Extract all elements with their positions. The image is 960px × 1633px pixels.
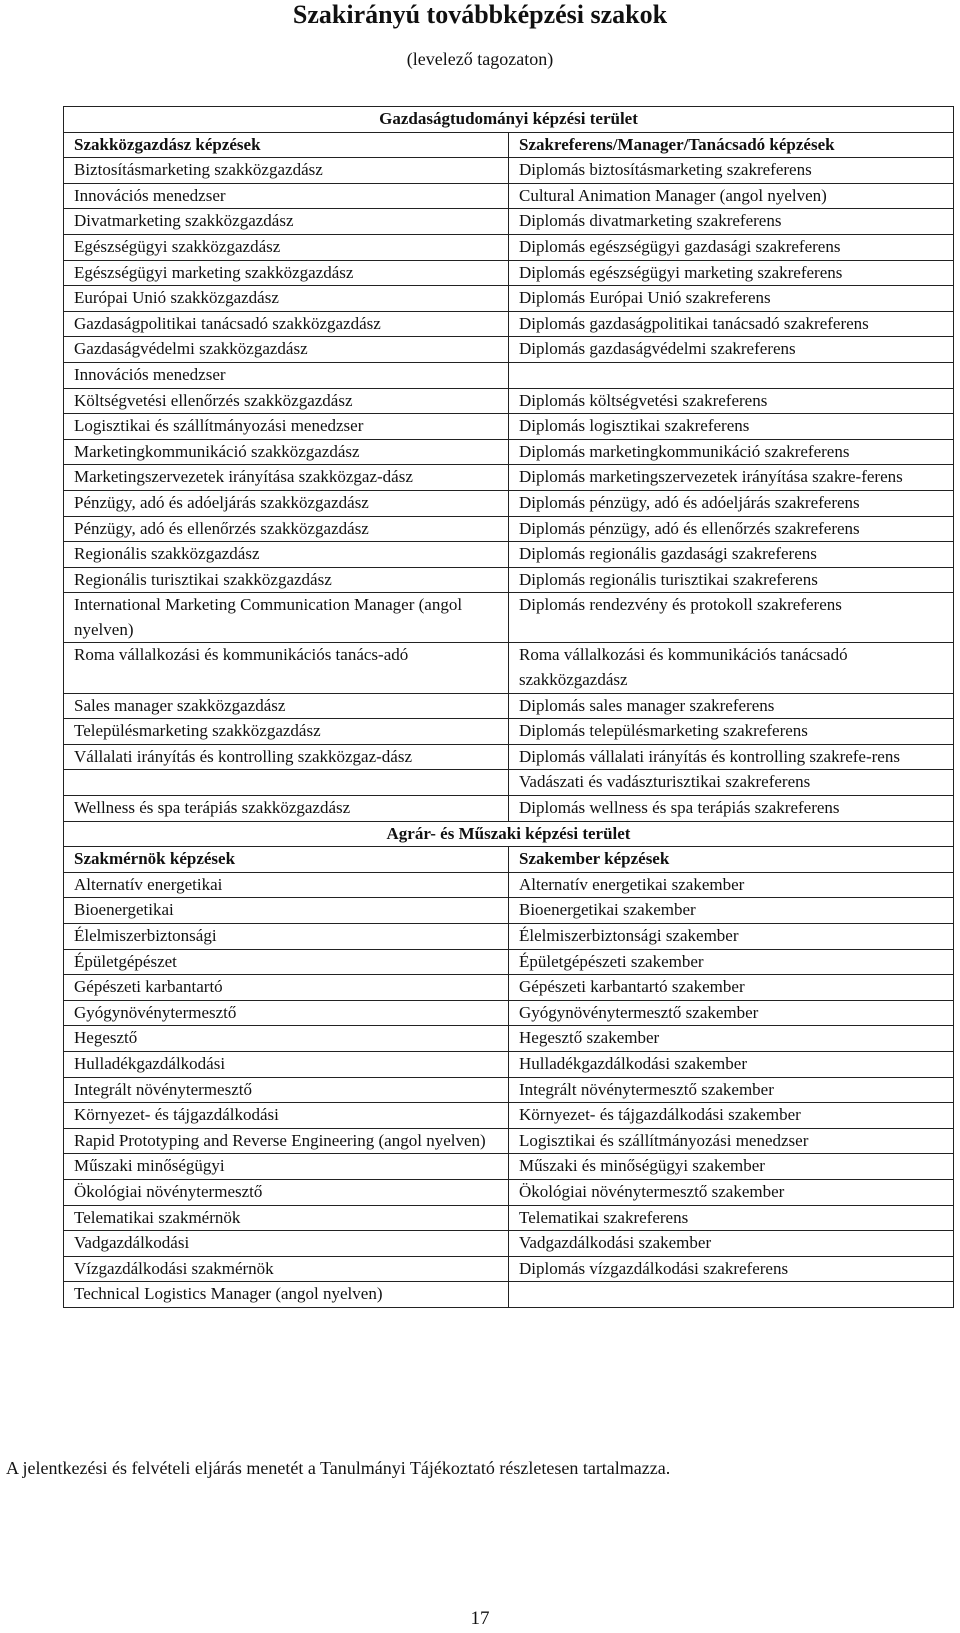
page-title: Szakirányú továbbképzési szakok — [292, 0, 668, 29]
program-left: Egészségügyi marketing szakközgazdász — [64, 260, 509, 286]
table-row — [64, 924, 954, 950]
table-row — [64, 337, 954, 363]
program-right: Diplomás egészségügyi gazdasági szakreferens — [509, 234, 954, 260]
program-left: Egészségügyi szakközgazdász — [64, 234, 509, 260]
program-right: Alternatív energetikai szakember — [509, 872, 954, 898]
program-right: Diplomás biztosításmarketing szakreferens — [509, 158, 954, 184]
section-title-row — [64, 107, 954, 133]
program-left: Műszaki minőségügyi — [64, 1154, 509, 1180]
footnote: A jelentkezési és felvételi eljárás menetét a Tanulmányi Tájékoztató részletesen tartalmazza. — [6, 1458, 671, 1478]
program-right: Logisztikai és szállítmányozási menedzser — [509, 1128, 954, 1154]
program-left: Bioenergetikai — [64, 898, 509, 924]
table-row — [64, 1282, 954, 1308]
program-right: Hegesztő szakember — [509, 1026, 954, 1052]
program-left: Alternatív energetikai — [64, 872, 509, 898]
table-row — [64, 209, 954, 235]
table-row — [64, 1179, 954, 1205]
program-right: Diplomás marketingszervezetek irányítása szakre-ferens — [509, 465, 954, 491]
program-left: Integrált növénytermesztő — [64, 1077, 509, 1103]
program-right: Diplomás vállalati irányítás és kontrolling szakrefe-rens — [509, 744, 954, 770]
program-left: Technical Logistics Manager (angol nyelven) — [64, 1282, 509, 1308]
section-title: Agrár- és Műszaki képzési terület — [64, 821, 954, 847]
program-right: Diplomás regionális turisztikai szakreferens — [509, 567, 954, 593]
table-row — [64, 158, 954, 184]
table-row — [64, 439, 954, 465]
program-right: Diplomás gazdaságvédelmi szakreferens — [509, 337, 954, 363]
program-left: Vadgazdálkodási — [64, 1231, 509, 1257]
table-row — [64, 183, 954, 209]
program-right: Ökológiai növénytermesztő szakember — [509, 1179, 954, 1205]
program-right: Telematikai szakreferens — [509, 1205, 954, 1231]
program-right: Műszaki és minőségügyi szakember — [509, 1154, 954, 1180]
program-left: Pénzügy, adó és ellenőrzés szakközgazdász — [64, 516, 509, 542]
program-right: Diplomás költségvetési szakreferens — [509, 388, 954, 414]
table-row — [64, 975, 954, 1001]
program-right: Vadászati és vadászturisztikai szakreferens — [509, 770, 954, 796]
table-row — [64, 1026, 954, 1052]
column-header-row — [64, 847, 954, 873]
program-left: Költségvetési ellenőrzés szakközgazdász — [64, 388, 509, 414]
table-row — [64, 898, 954, 924]
program-left: Élelmiszerbiztonsági — [64, 924, 509, 950]
program-left — [64, 770, 509, 796]
table-row — [64, 1000, 954, 1026]
table-row — [64, 414, 954, 440]
program-right: Épületgépészeti szakember — [509, 949, 954, 975]
table-row — [64, 234, 954, 260]
program-right: Diplomás Európai Unió szakreferens — [509, 286, 954, 312]
section-title-row — [64, 821, 954, 847]
program-right: Diplomás regionális gazdasági szakreferens — [509, 542, 954, 568]
program-left: Környezet- és tájgazdálkodási — [64, 1103, 509, 1129]
table-row — [64, 949, 954, 975]
program-left: Vízgazdálkodási szakmérnök — [64, 1256, 509, 1282]
program-left: Gazdaságvédelmi szakközgazdász — [64, 337, 509, 363]
program-right: Gépészeti karbantartó szakember — [509, 975, 954, 1001]
program-left: Telematikai szakmérnök — [64, 1205, 509, 1231]
table-row — [64, 872, 954, 898]
program-left: Marketingkommunikáció szakközgazdász — [64, 439, 509, 465]
table-row — [64, 362, 954, 388]
program-left: Biztosításmarketing szakközgazdász — [64, 158, 509, 184]
program-left: Sales manager szakközgazdász — [64, 693, 509, 719]
program-right: Diplomás gazdaságpolitikai tanácsadó szakreferens — [509, 311, 954, 337]
table-row — [64, 1128, 954, 1154]
program-left: Hulladékgazdálkodási — [64, 1051, 509, 1077]
program-left: Regionális turisztikai szakközgazdász — [64, 567, 509, 593]
program-left: Hegesztő — [64, 1026, 509, 1052]
table-row — [64, 1051, 954, 1077]
program-right: Diplomás sales manager szakreferens — [509, 693, 954, 719]
program-left: Innovációs menedzser — [64, 183, 509, 209]
program-left: Marketingszervezetek irányítása szakközgaz-dász — [64, 465, 509, 491]
program-left: Gazdaságpolitikai tanácsadó szakközgazdász — [64, 311, 509, 337]
program-left: Ökológiai növénytermesztő — [64, 1179, 509, 1205]
table-row — [64, 593, 954, 643]
program-right: Diplomás pénzügy, adó és adóeljárás szakreferens — [509, 490, 954, 516]
program-right — [509, 362, 954, 388]
table-row — [64, 388, 954, 414]
programs-table — [63, 106, 954, 1308]
program-right: Bioenergetikai szakember — [509, 898, 954, 924]
program-left: Településmarketing szakközgazdász — [64, 719, 509, 745]
section-title: Gazdaságtudományi képzési terület — [64, 107, 954, 133]
table-row — [64, 719, 954, 745]
program-left: Európai Unió szakközgazdász — [64, 286, 509, 312]
table-row — [64, 1154, 954, 1180]
program-right: Élelmiszerbiztonsági szakember — [509, 924, 954, 950]
page-number: 17 — [470, 1608, 490, 1629]
table-row — [64, 643, 954, 693]
program-right: Integrált növénytermesztő szakember — [509, 1077, 954, 1103]
program-right: Diplomás marketingkommunikáció szakreferens — [509, 439, 954, 465]
program-left: Innovációs menedzser — [64, 362, 509, 388]
program-right: Vadgazdálkodási szakember — [509, 1231, 954, 1257]
table-row — [64, 516, 954, 542]
program-right: Diplomás divatmarketing szakreferens — [509, 209, 954, 235]
program-left: Vállalati irányítás és kontrolling szakközgaz-dász — [64, 744, 509, 770]
program-left: International Marketing Communication Manager (angol nyelven) — [64, 593, 509, 643]
program-left: Pénzügy, adó és adóeljárás szakközgazdász — [64, 490, 509, 516]
program-left: Wellness és spa terápiás szakközgazdász — [64, 796, 509, 822]
table-row — [64, 465, 954, 491]
table-row — [64, 1077, 954, 1103]
program-right — [509, 1282, 954, 1308]
program-left: Roma vállalkozási és kommunikációs tanács-adó — [64, 643, 509, 693]
program-right: Diplomás településmarketing szakreferens — [509, 719, 954, 745]
table-row — [64, 744, 954, 770]
table-row — [64, 1103, 954, 1129]
table-row — [64, 796, 954, 822]
table-row — [64, 286, 954, 312]
column-header-right: Szakreferens/Manager/Tanácsadó képzések — [509, 132, 954, 158]
program-right: Diplomás logisztikai szakreferens — [509, 414, 954, 440]
program-right: Környezet- és tájgazdálkodási szakember — [509, 1103, 954, 1129]
program-right: Diplomás egészségügyi marketing szakreferens — [509, 260, 954, 286]
column-header-left: Szakmérnök képzések — [64, 847, 509, 873]
program-right: Diplomás pénzügy, adó és ellenőrzés szakreferens — [509, 516, 954, 542]
table-row — [64, 542, 954, 568]
table-row — [64, 567, 954, 593]
program-left: Gépészeti karbantartó — [64, 975, 509, 1001]
program-right: Roma vállalkozási és kommunikációs tanácsadó szakközgazdász — [509, 643, 954, 693]
table-row — [64, 490, 954, 516]
table-row — [64, 1256, 954, 1282]
program-right: Diplomás vízgazdálkodási szakreferens — [509, 1256, 954, 1282]
table-row — [64, 311, 954, 337]
program-left: Logisztikai és szállítmányozási menedzser — [64, 414, 509, 440]
column-header-right: Szakember képzések — [509, 847, 954, 873]
table-row — [64, 1205, 954, 1231]
table-row — [64, 1231, 954, 1257]
column-header-left: Szakközgazdász képzések — [64, 132, 509, 158]
program-left: Rapid Prototyping and Reverse Engineering (angol nyelven) — [64, 1128, 509, 1154]
program-left: Épületgépészet — [64, 949, 509, 975]
program-left: Regionális szakközgazdász — [64, 542, 509, 568]
page-subtitle: (levelező tagozaton) — [406, 49, 554, 69]
table-row — [64, 770, 954, 796]
table-row — [64, 693, 954, 719]
program-right: Diplomás wellness és spa terápiás szakreferens — [509, 796, 954, 822]
program-right: Gyógynövénytermesztő szakember — [509, 1000, 954, 1026]
table-row — [64, 260, 954, 286]
program-left: Gyógynövénytermesztő — [64, 1000, 509, 1026]
program-right: Diplomás rendezvény és protokoll szakreferens — [509, 593, 954, 643]
program-left: Divatmarketing szakközgazdász — [64, 209, 509, 235]
column-header-row — [64, 132, 954, 158]
program-right: Cultural Animation Manager (angol nyelven) — [509, 183, 954, 209]
program-right: Hulladékgazdálkodási szakember — [509, 1051, 954, 1077]
